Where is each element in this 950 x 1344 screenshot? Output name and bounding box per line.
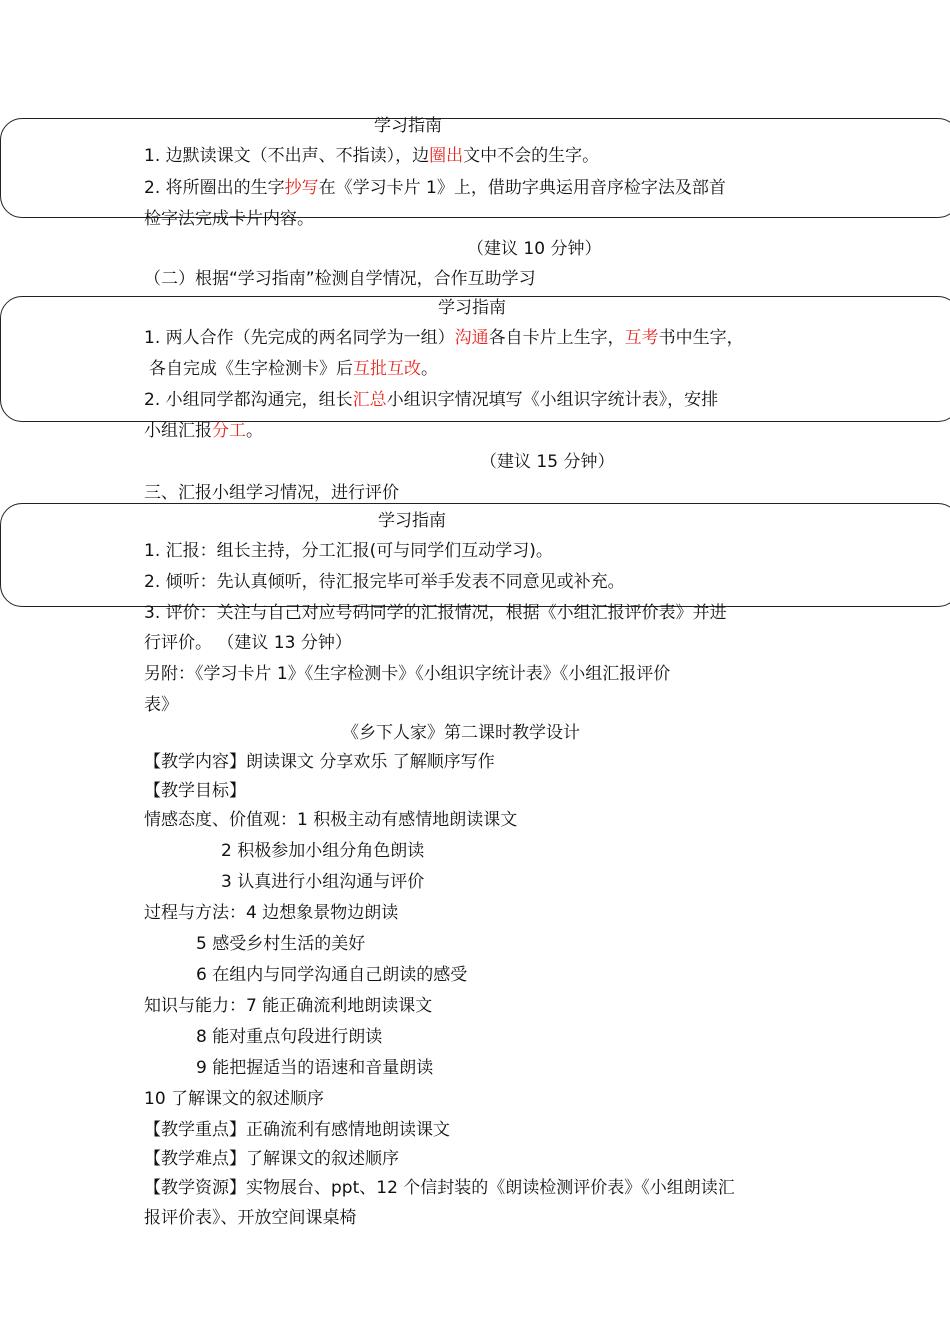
- goal-knowledge-8: 8 能对重点句段进行朗读: [196, 1027, 383, 1047]
- guide2-item1-line2-highlight: 互批互改: [353, 359, 421, 379]
- guide1-item2-highlight: 抄写: [284, 178, 319, 198]
- goal-emotion-1: 情感态度、价值观：1 积极主动有感情地朗读课文: [144, 810, 518, 830]
- guide2-item2-pre: 2. 小组同学都沟通完，组长: [144, 390, 353, 410]
- appendix-line2: 表》: [144, 695, 178, 715]
- guide2-item2-line2-post: 。: [246, 421, 263, 441]
- design-goals-heading: 【教学目标】: [144, 781, 246, 801]
- goal-process-6: 6 在组内与同学沟通自己朗读的感受: [196, 965, 468, 985]
- guide1-item1-post: 文中不会的生字。: [463, 146, 600, 166]
- guide2-time: （建议 15 分钟）: [480, 452, 615, 472]
- guide2-item1-highlight2: 互考: [624, 328, 659, 348]
- guide1-item1-pre: 1. 边默读课文（不出声、不指读），边: [144, 146, 430, 166]
- guide1-time: （建议 10 分钟）: [467, 239, 602, 259]
- guide-box-1: [0, 118, 950, 218]
- guide1-item2-pre: 2. 将所圈出的生字: [144, 178, 285, 198]
- guide2-title: 学习指南: [438, 298, 506, 318]
- goal-process-5: 5 感受乡村生活的美好: [196, 934, 366, 954]
- goal-knowledge-9: 9 能把握适当的语速和音量朗读: [196, 1058, 434, 1078]
- goal-knowledge-10: 10 了解课文的叙述顺序: [144, 1089, 325, 1109]
- guide3-title: 学习指南: [378, 511, 446, 531]
- guide1-item2-line2: 检字法完成卡片内容。: [144, 209, 314, 229]
- guide3-item3: 3. 评价：关注与自己对应号码同学的汇报情况，根据《小组汇报评价表》并进: [144, 603, 727, 623]
- guide1-title: 学习指南: [374, 116, 442, 136]
- guide3-item2: 2. 倾听：先认真倾听，待汇报完毕可举手发表不同意见或补充。: [144, 572, 625, 592]
- guide3-item1: 1. 汇报：组长主持，分工汇报(可与同学们互动学习)。: [144, 541, 553, 561]
- goal-process-4: 过程与方法：4 边想象景物边朗读: [144, 903, 399, 923]
- guide2-item2-line2-pre: 小组汇报: [144, 421, 212, 441]
- guide2-item1-line2-pre: 各自完成《生字检测卡》后: [149, 359, 353, 379]
- guide2-item1-pre: 1. 两人合作（先完成的两名同学为一组）: [144, 328, 455, 348]
- guide2-item2-post: 小组识字情况填写《小组识字统计表》，安排: [386, 390, 719, 410]
- design-resources: 【教学资源】实物展台、ppt、12 个信封装的《朗读检测评价表》《小组朗读汇: [144, 1178, 735, 1198]
- guide2-item2-highlight: 汇总: [352, 390, 387, 410]
- section2-heading: （二）根据“学习指南”检测自学情况，合作互助学习: [144, 269, 536, 289]
- appendix-line1: 另附：《学习卡片 1》《生字检测卡》《小组识字统计表》《小组汇报评价: [144, 664, 671, 684]
- design-content: 【教学内容】朗读课文 分享欢乐 了解顺序写作: [144, 752, 495, 772]
- guide2-item1-line2-post: 。: [421, 359, 438, 379]
- guide1-item2: [144, 176, 726, 200]
- design-title: 《乡下人家》第二课时教学设计: [342, 723, 580, 743]
- guide2-item1-line2: [149, 357, 438, 381]
- design-key-point: 【教学重点】正确流利有感情地朗读课文: [144, 1120, 450, 1140]
- goal-emotion-2: 2 积极参加小组分角色朗读: [221, 841, 425, 861]
- guide2-item1-post: 书中生字，: [658, 328, 744, 348]
- guide3-item3-line2: 行评价。 （建议 13 分钟）: [144, 633, 352, 653]
- goal-emotion-3: 3 认真进行小组沟通与评价: [221, 872, 425, 892]
- section3-heading: 三、汇报小组学习情况，进行评价: [144, 483, 399, 503]
- goal-knowledge-7: 知识与能力：7 能正确流利地朗读课文: [144, 996, 433, 1016]
- guide2-item1-mid: 各自卡片上生字，: [488, 328, 625, 348]
- guide2-item2-line2-highlight: 分工: [212, 421, 246, 441]
- guide1-item1: [144, 144, 599, 168]
- guide2-item1: [144, 326, 744, 350]
- guide1-item2-post: 在《学习卡片 1》上，借助字典运用音序检字法及部首: [318, 178, 726, 198]
- guide2-item2: [144, 388, 718, 412]
- guide2-item1-highlight1: 沟通: [454, 328, 489, 348]
- guide2-item2-line2: [144, 419, 263, 443]
- design-resources-line2: 报评价表》、开放空间课桌椅: [144, 1208, 357, 1228]
- guide1-item1-highlight: 圈出: [429, 146, 464, 166]
- design-difficulty: 【教学难点】了解课文的叙述顺序: [144, 1149, 399, 1169]
